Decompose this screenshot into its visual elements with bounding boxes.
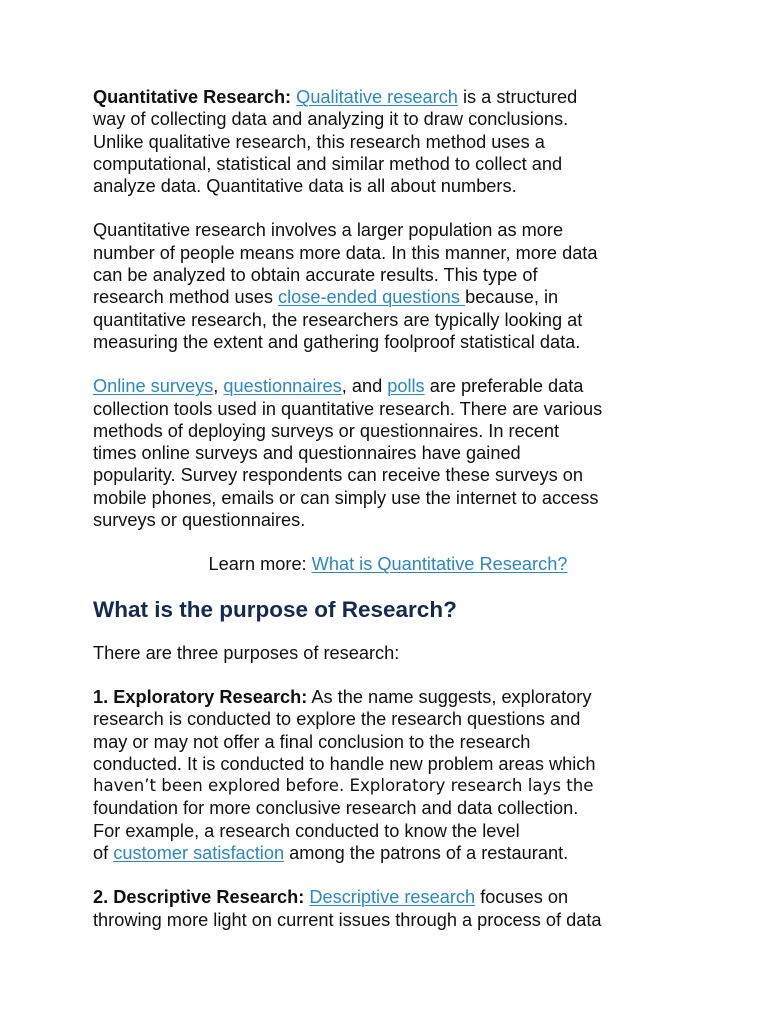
text-line: measuring the extent and gathering foolproof statistical data. <box>93 331 581 352</box>
text-line: can be analyzed to obtain accurate results. This type of <box>93 265 538 286</box>
text-line: popularity. Survey respondents can receive these surveys on <box>93 465 583 486</box>
text-fragment: , <box>213 376 219 397</box>
text-line <box>93 286 683 308</box>
text-line: analyze data. Quantitative data is all about numbers. <box>93 176 517 197</box>
text-line: For example, a research conducted to know the level <box>93 820 520 841</box>
text-line <box>93 375 683 397</box>
text-line <box>93 686 683 708</box>
text-line: research is conducted to explore the research questions and <box>93 709 581 730</box>
text-line <box>93 842 683 864</box>
text-line <box>93 886 683 908</box>
text-line: way of collecting data and analyzing it to draw conclusions. <box>93 109 569 130</box>
text-line: quantitative research, the researchers are typically looking at <box>93 309 583 330</box>
term-exploratory-research: 1. Exploratory Research: <box>93 686 308 707</box>
text-line: times online surveys and questionnaires have gained <box>93 443 521 464</box>
text-fragment: As the name suggests, exploratory <box>311 686 592 707</box>
text-fragment: among the patrons of a restaurant. <box>289 843 569 864</box>
text-fragment: are preferable data <box>429 376 584 397</box>
text-line: mobile phones, emails or can simply use the internet to access <box>93 487 599 508</box>
text-fragment: of <box>93 843 109 864</box>
text-line: foundation for more conclusive research and data collection. <box>93 798 579 819</box>
text-line: may or may not offer a final conclusion to the research <box>93 731 531 752</box>
link-customer-satisfaction[interactable]: customer satisfaction <box>113 843 285 864</box>
paragraph-intro: There are three purposes of research: <box>93 642 400 663</box>
link-questionnaires[interactable]: questionnaires <box>223 376 342 397</box>
text-line: methods of deploying surveys or questionnaires. In recent <box>93 420 560 441</box>
link-polls[interactable]: polls <box>387 376 425 397</box>
text-line: surveys or questionnaires. <box>93 510 306 531</box>
paragraph-population <box>93 219 683 353</box>
text-line: computational, statistical and similar method to collect and <box>93 153 563 174</box>
paragraph-exploratory-research <box>93 686 683 864</box>
text-line <box>93 86 683 108</box>
text-line: number of people means more data. In this manner, more data <box>93 242 598 263</box>
term-quantitative-research: Quantitative Research: <box>93 87 292 107</box>
text-fragment: focuses on <box>480 887 569 908</box>
text-line: throwing more light on current issues through a process of data <box>93 909 602 930</box>
document-page <box>93 86 683 953</box>
text-fragment: research method uses <box>93 287 273 308</box>
text-line: collection tools used in quantitative research. There are various <box>93 398 603 419</box>
learn-more <box>93 553 683 575</box>
link-close-ended-questions[interactable]: close-ended questions <box>278 287 466 308</box>
link-online-surveys[interactable]: Online surveys <box>93 376 214 397</box>
learn-more-label: Learn more: <box>208 554 307 575</box>
text-line: Quantitative research involves a larger population as more <box>93 220 564 241</box>
link-descriptive-research[interactable]: Descriptive research <box>309 887 476 908</box>
text-line: haven’t been explored before. Exploratory research lays the <box>93 776 594 796</box>
text-fragment: , and <box>341 376 383 397</box>
text-fragment: is a structured <box>462 87 578 107</box>
paragraph-descriptive-research <box>93 886 683 931</box>
link-what-is-quantitative-research[interactable]: What is Quantitative Research? <box>311 554 568 575</box>
text-line: Unlike qualitative research, this research method uses a <box>93 131 545 152</box>
paragraph-collection-tools <box>93 375 683 531</box>
term-descriptive-research: 2. Descriptive Research: <box>93 887 305 908</box>
link-qualitative-research[interactable]: Qualitative research <box>296 87 458 107</box>
text-line: conducted. It is conducted to handle new problem areas which <box>93 753 596 774</box>
text-fragment: because, in <box>465 287 559 308</box>
section-heading: What is the purpose of Research? <box>93 596 457 622</box>
paragraph-quantitative-research <box>93 86 683 197</box>
